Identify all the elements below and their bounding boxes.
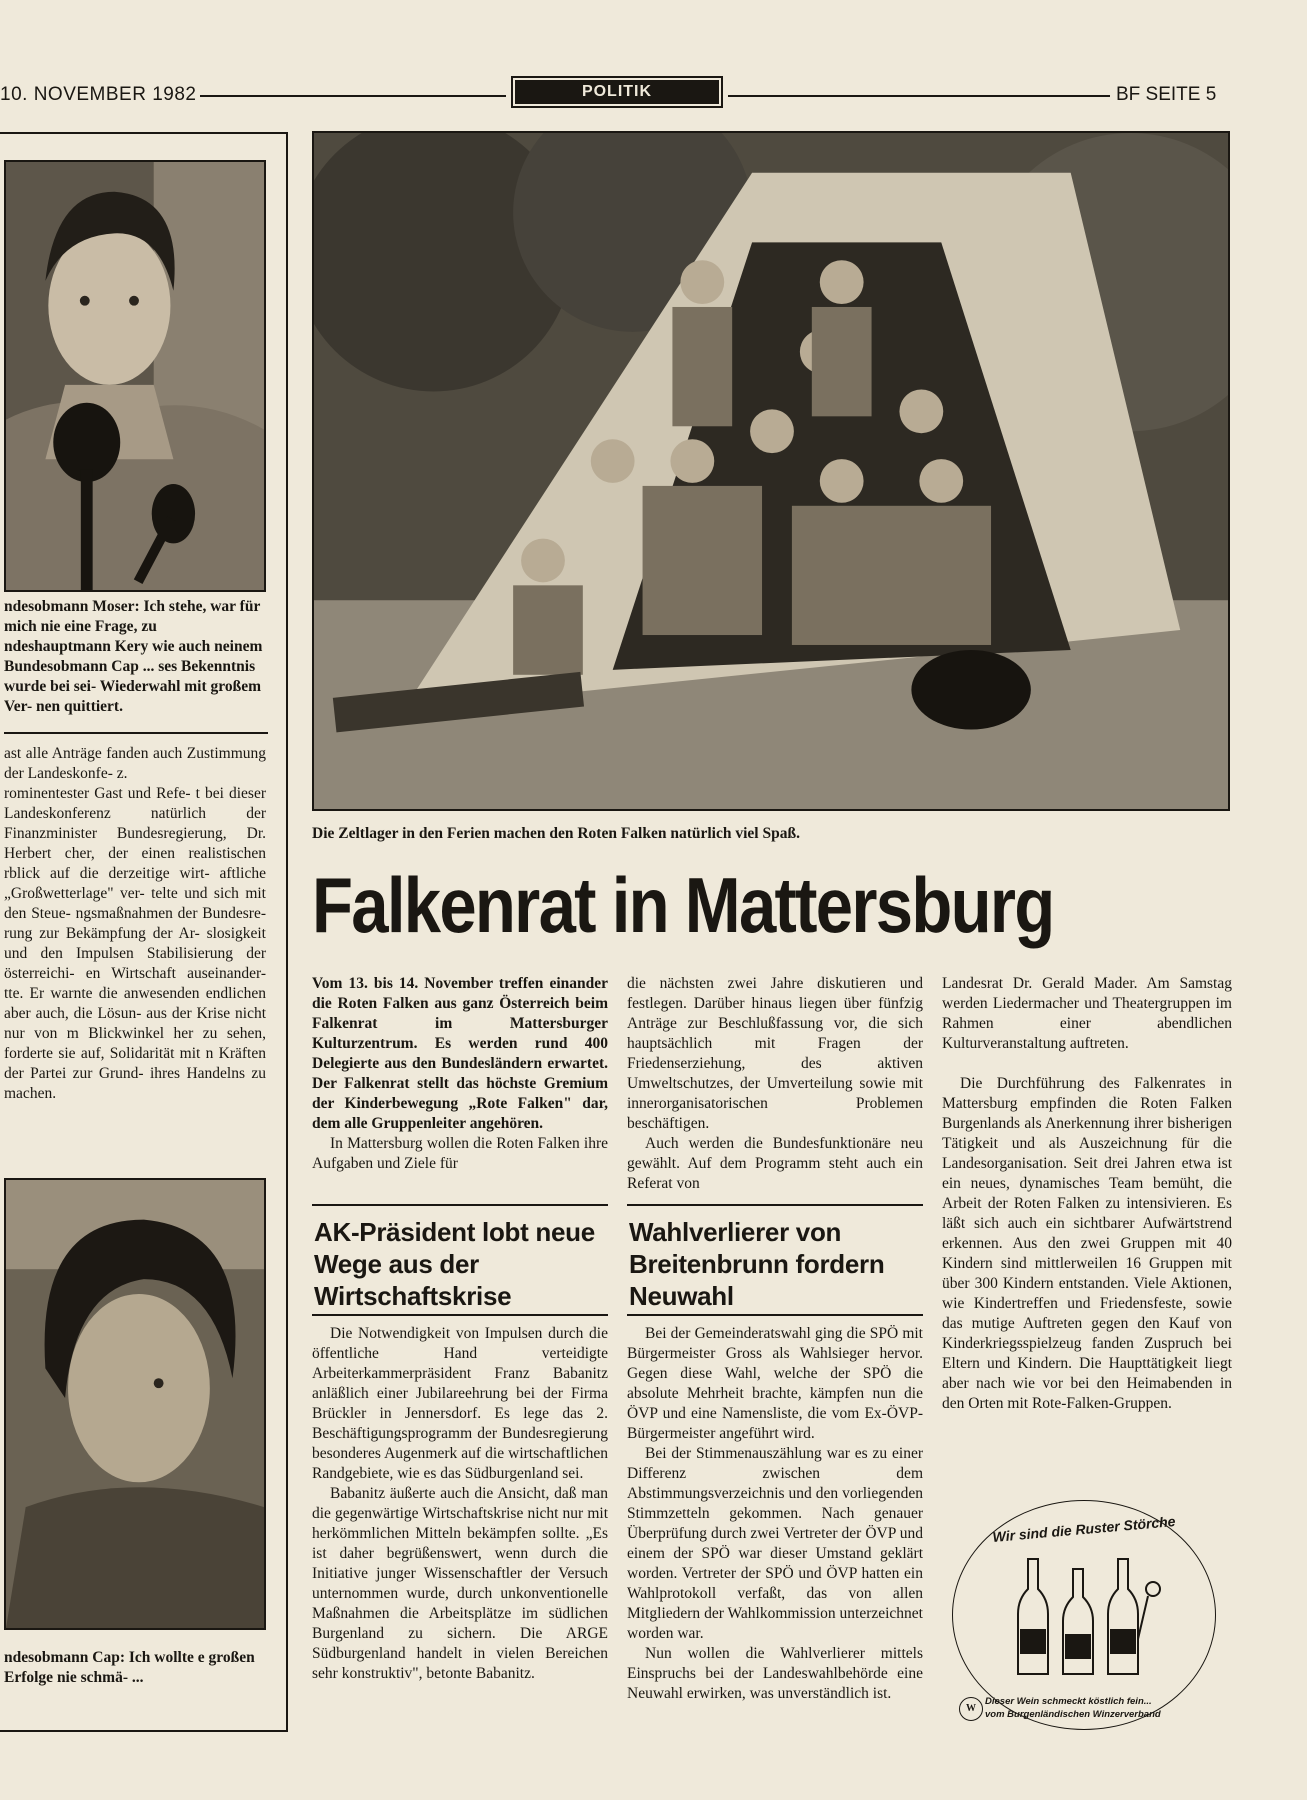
left-column-text: ast alle Anträge fanden auch Zustimmung der Landeskonfe- z. rominentester Gast und Refe- t bei dieser Landeskonferenz natürlich der Finanzminister Bundesregierung, Dr. Herbert cher, der einen realistischen rblick auf die derzeitige wirt- aftliche „Großwetterlage" ver- telte und sich mit den Steue- ngsmaßnahmen der Bundesre- rung zur Bekämpfung der Ar- slosigkeit und den Impulsen Stabilisierung der österreichi- en Wirtschaft auseinander- tte. Er warnte die anwesenden endlichen aber auch, die Lösun- aus der Krise nicht nur von m Blickwinkel her zu sehen, forderte sie auf, Solidarität mit n Kräften der Partei zur Grund- ihres Handelns zu machen. xyxy=(4,745,266,1102)
photo-cap xyxy=(4,1178,266,1630)
ak-title: AK-Präsident lobt neue Wege aus der Wirtschaftskrise xyxy=(314,1217,595,1311)
ak-bottom-rule xyxy=(312,1314,608,1316)
left-rule-1 xyxy=(4,732,268,734)
article-col-1: Vom 13. bis 14. November treffen einander die Roten Falken aus ganz Österreich beim Falkenrat im Mattersburger Kulturzentrum. Es werden rund 400 Delegierte aus den Bundesländern erwartet. Der Falkenrat stellt das höchste Gremium der Kinderbewegung „Rote Falken" dar, dem alle Gruppenleiter angehören. In Mattersburg wollen die Roten Falken ihre Aufgaben und Ziele für xyxy=(312,975,608,1172)
wahl-bottom-rule xyxy=(627,1314,923,1316)
wahl-top-rule xyxy=(627,1204,923,1206)
main-photo-caption: Die Zeltlager in den Ferien machen den Roten Falken natürlich viel Spaß. xyxy=(312,825,800,842)
winzerverband-logo-icon: W xyxy=(959,1697,983,1721)
header-rule-left xyxy=(200,95,506,97)
article-col-3: Landesrat Dr. Gerald Mader. Am Samstag werden Liedermacher und Theatergruppen im Rahmen einer abendlichen Kulturveranstaltung auftreten. Die Durchführung des Falkenrates in Mattersburg empfinden die Roten Falken Burgenlands als Anerkennung ihrer bisherigen Tätigkeit und als Auszeichnung für die Landesorganisation. Seit drei Jahren etwa ist ein neues, dynamisches Team bemüht, die Arbeit der Roten Falken zu intensivieren. Es läßt sich auch ein sichtbarer Aufwärtstrend erkennen. Aus den zwei Gruppen mit 40 Kindern sind mittlerweilen 16 Gruppen mit über 300 Kindern entstanden. Viele Aktionen, wie Kindertreffen und Friedensfeste, sowie das mutige Auftreten gegen den Kauf von Kinderkriegsspielzeug fanden Zuspruch bei Eltern und Kindern. Die Haupttätigkeit liegt aber nach wie vor bei den Heimabenden in den Orten mit Rote-Falken-Gruppen. xyxy=(942,975,1232,1412)
ak-body: Die Notwendigkeit von Impulsen durch die öffentliche Hand verteidigte Arbeiterkammerpräsident Franz Babanitz anläßlich einer Jubilareehrung bei der Firma Brückler in Jennersdorf. Es lege das 2. Beschäftigungsprogramm der Bundesregierung besonderes Augenmerk auf die wirtschaftlichen Randgebiete, wie es das Südburgenland sei. Babanitz äußerte auch die Ansicht, daß man die gegenwärtige Wirtschaftskrise nicht nur mit herkömmlichen Mitteln bekämpfen sollte. „Es ist daher begrüßenswert, wenn durch die Initiative junger Wissenschaftler der Versuch unternommen wurde, durch unkonventionelle Maßnahmen die Arbeitsplätze im südlichen Burgenland zu sichern. Die ARGE Südburgenland handelt in vielen Bereichen sehr konstruktiv", betonte Babanitz. xyxy=(312,1325,608,1682)
article-col-2: die nächsten zwei Jahre diskutieren und festlegen. Darüber hinaus liegen über fünfzig Anträge zur Beschlußfassung vor, die sich hauptsächlich mit Fragen der Friedenserziehung, des aktiven Umweltschutzes, der Umverteilung sowie mit innerorganisatorischen Problemen beschäftigen. Auch werden die Bundesfunktionäre neu gewählt. Auf dem Programm steht auch ein Referat von xyxy=(627,975,923,1192)
wine-advertisement xyxy=(952,1500,1216,1730)
wine-bottles-icon xyxy=(1003,1549,1163,1679)
section-label: POLITIK xyxy=(511,76,723,108)
caption-moser: ndesobmann Moser: Ich stehe, war für mich nie eine Frage, zu ndeshauptmann Kery wie auch neinem Bundesobmann Cap ... ses Bekenntnis wurde bei sei- Wiederwahl mit großem Ver- nen quittiert. xyxy=(4,598,263,715)
wahl-body: Bei der Gemeinderatswahl ging die SPÖ mit Bürgermeister Gross als Wahlsieger hervor. Gegen diese Wahl, welche der SPÖ die absolute Mehrheit brachte, kämpfen nun die ÖVP und eine Namensliste, die vom Ex-ÖVP-Bürgermeister angeführt wird. Bei der Stimmenauszählung war es zu einer Differenz zwischen dem Abstimmungsverzeichnis und den vorliegenden Stimmzetteln gekommen. Nach genauer Überprüfung durch zwei Vertreter der ÖVP und einem der SPÖ war dieser Umstand geklärt worden. Vertreter der SPÖ und ÖVP hatten ein Wahlprotokoll verfaßt, das von allen Mitgliedern der Wahlkommission unterzeichnet worden war. Nun wollen die Wahlverlierer mittels Einspruchs bei der Landeswahlbehörde eine Neuwahl erwirken, was unverständlich ist. xyxy=(627,1325,923,1702)
photo-moser xyxy=(4,160,266,592)
headline: Falkenrat in Mattersburg xyxy=(312,861,1054,949)
wahl-title: Wahlverlierer von Breitenbrunn fordern Neuwahl xyxy=(629,1217,885,1311)
issue-date: 10. NOVEMBER 1982 xyxy=(0,84,197,105)
caption-cap: ndesobmann Cap: Ich wollte e großen Erfolge nie schmä- ... xyxy=(4,1649,255,1686)
ak-top-rule xyxy=(312,1204,608,1206)
ad-headline: Wir sind die Ruster Störche xyxy=(991,1513,1177,1545)
header-rule-right xyxy=(728,95,1110,97)
ad-footer: Dieser Wein schmeckt köstlich fein... vom Burgenländischen Winzerverband xyxy=(985,1696,1161,1720)
page-number: BF SEITE 5 xyxy=(1116,84,1217,105)
photo-tent-camp xyxy=(312,131,1230,811)
